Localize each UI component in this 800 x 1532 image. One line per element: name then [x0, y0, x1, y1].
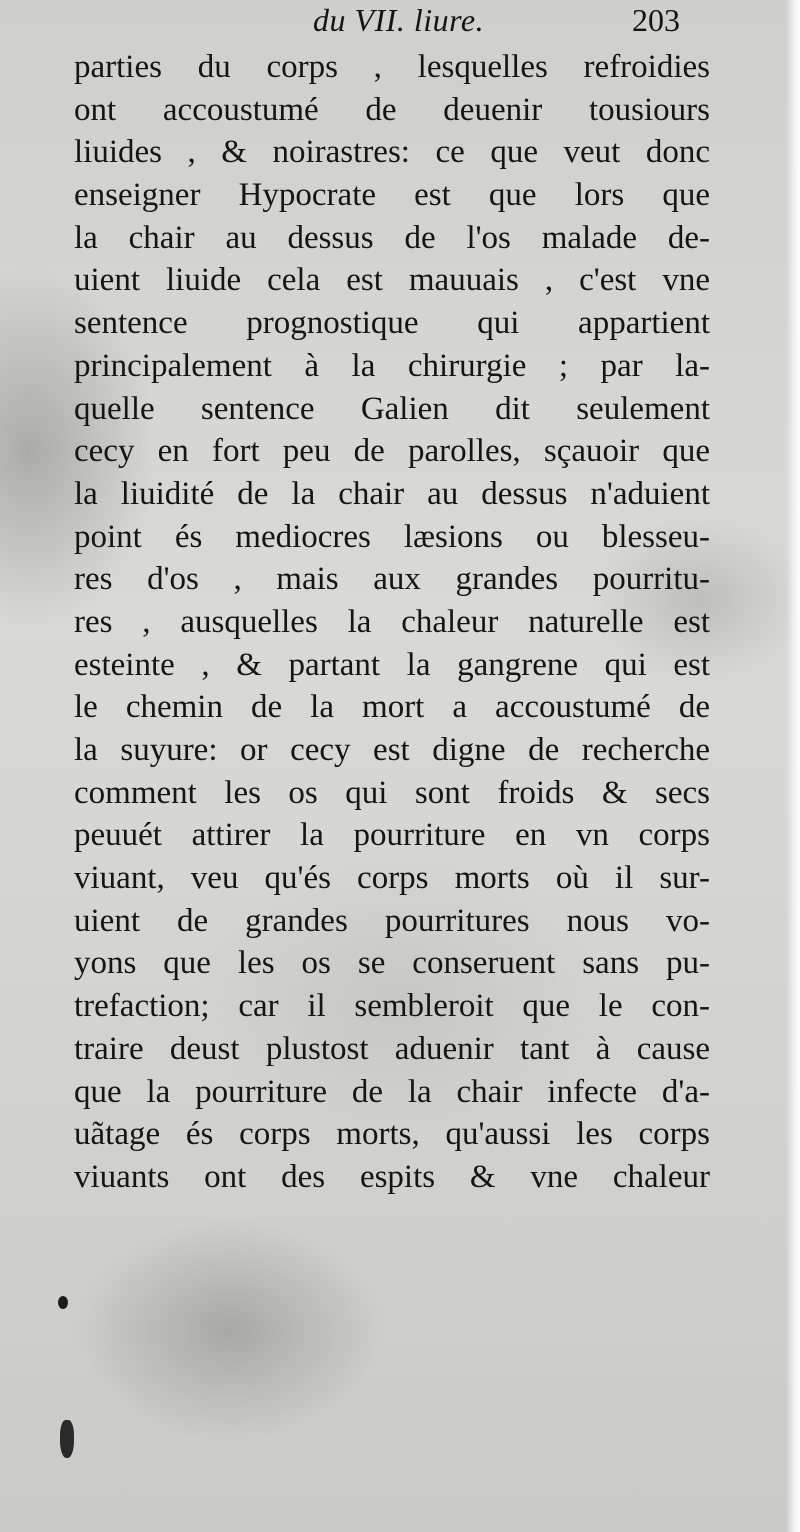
text-line: traire deust plustost aduenir tant à cause	[74, 1030, 710, 1067]
ink-spot	[58, 1296, 68, 1309]
text-line: peuuét attirer la pourriture en vn corps	[74, 817, 710, 854]
text-line: comment les os qui sont froids & secs	[74, 774, 710, 811]
text-line: uient liuide cela est mauuais , c'est vne	[74, 262, 710, 299]
text-line: viuants ont des espits & vne chaleur	[74, 1158, 710, 1195]
text-line: res , ausquelles la chaleur naturelle est	[74, 603, 710, 640]
text-line: cecy en fort peu de parolles, sçauoir que	[74, 433, 710, 470]
body-text	[74, 46, 710, 1199]
text-line: uãtage és corps morts, qu'aussi les corps	[74, 1116, 710, 1153]
text-line: trefaction; car il sembleroit que le con-	[74, 988, 710, 1025]
text-line: la liuidité de la chair au dessus n'aduient	[74, 475, 710, 512]
page-edge	[786, 0, 800, 1532]
text-line: sentence prognostique qui appartient	[74, 305, 710, 342]
text-line: ont accoustumé de deuenir tousiours	[74, 91, 710, 128]
text-line: la chair au dessus de l'os malade de-	[74, 219, 710, 256]
text-line: enseigner Hypocrate est que lors que	[74, 177, 710, 214]
text-line: esteinte , & partant la gangrene qui est	[74, 646, 710, 683]
text-line: viuant, veu qu'és corps morts où il sur-	[74, 860, 710, 897]
text-line: yons que les os se conseruent sans pu-	[74, 945, 710, 982]
text-line: quelle sentence Galien dit seulement	[74, 390, 710, 427]
text-line: res d'os , mais aux grandes pourritu-	[74, 561, 710, 598]
text-line: liuides , & noirastres: ce que veut donc	[74, 134, 710, 171]
running-title: du VII. liure.	[313, 2, 485, 38]
running-head	[0, 0, 800, 46]
text-line: uient de grandes pourritures nous vo-	[74, 902, 710, 939]
text-line: principalement à la chirurgie ; par la-	[74, 347, 710, 384]
text-line: le chemin de la mort a accoustumé de	[74, 689, 710, 726]
ink-spot	[60, 1420, 74, 1458]
text-line: parties du corps , lesquelles refroidies	[74, 49, 710, 85]
page-number: 203	[632, 2, 680, 38]
text-line: la suyure: or cecy est digne de recherche	[74, 732, 710, 768]
text-line: point és mediocres læsions ou blesseu-	[74, 518, 710, 555]
text-line: que la pourriture de la chair infecte d'a-	[74, 1073, 710, 1110]
